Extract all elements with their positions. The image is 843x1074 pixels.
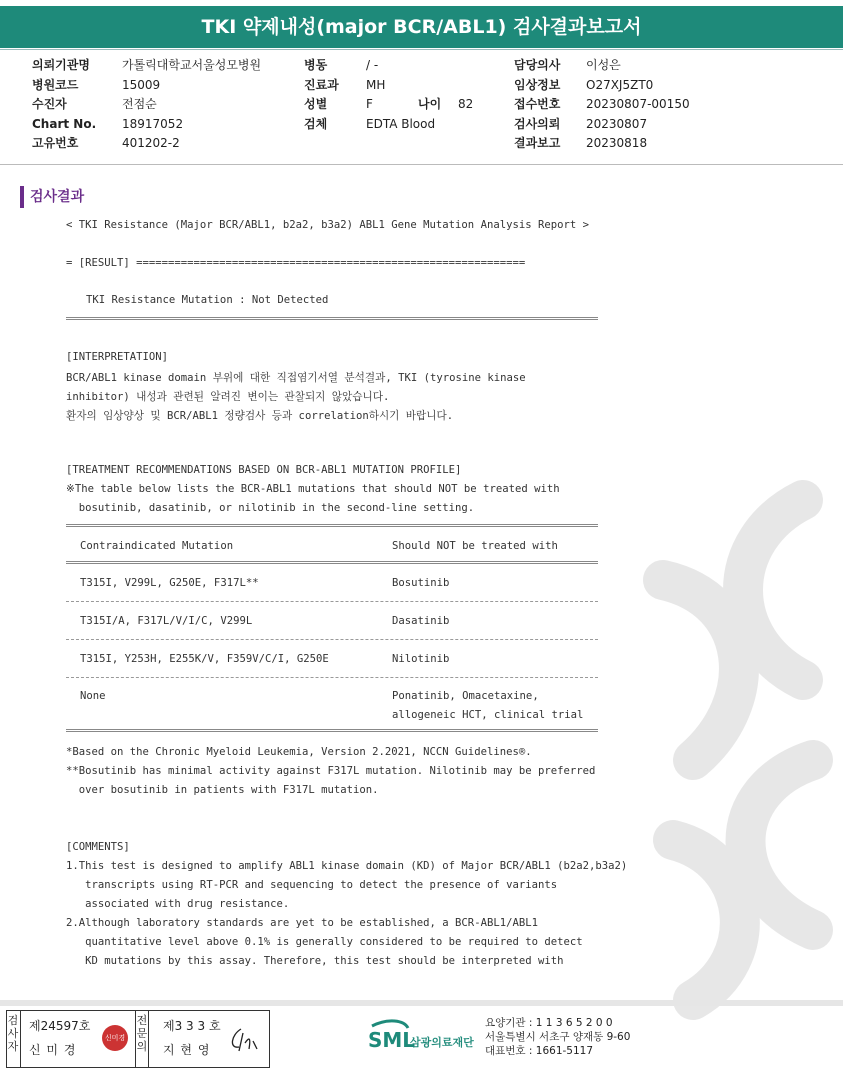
table-row-1-mutation: T315I, V299L, G250E, F317L** [80,577,259,589]
approver-name: 지 현 영 [163,1043,211,1057]
interpretation-heading: [INTERPRETATION] [66,351,169,363]
value-sex: F [366,97,373,111]
label-ward: 병동 [304,58,328,72]
value-ward: / - [366,58,379,72]
org-info [485,1016,630,1058]
table-row-divider [66,601,598,602]
interpretation-line-2: inhibitor) 내성과 관련된 알려진 변이는 관찰되지 않았습니다. [66,391,390,403]
signature-box [6,1010,270,1068]
section-title: 검사결과 [20,186,84,208]
table-row-4-drug: Ponatinib, Omacetaxine, [392,690,539,702]
value-chart-no: 18917052 [122,116,184,131]
table-row-divider [66,639,598,640]
table-top-rule [66,524,598,527]
label-patient: 수진자 [32,97,67,111]
label-receipt-no: 접수번호 [514,97,561,111]
label-chart-no: Chart No. [32,116,97,131]
table-row-divider [66,677,598,678]
value-age: 82 [458,97,474,111]
value-patient: 전점순 [122,97,157,111]
value-report-date: 20230818 [586,136,648,150]
footnote-1: *Based on the Chronic Myeloid Leukemia, Version 2.2021, NCCN Guidelines®. [66,746,532,758]
sml-logo-text: SML [368,1028,416,1052]
comment-line-2: transcripts using RT-PCR and sequencing to detect the presence of variants [66,879,558,891]
table-row-4-drug-cont: allogeneic HCT, clinical trial [392,709,584,721]
value-doctor: 이성은 [586,58,621,72]
org-info-line-3: 대표번호 : 1661-5117 [485,1045,594,1057]
comment-line-6: KD mutations by this assay. Therefore, this test should be interpreted with [66,955,564,967]
table-row-4-mutation: None [80,690,106,702]
approver-label-text: 전문의 [136,1014,148,1053]
table-row-2-mutation: T315I/A, F317L/V/I/C, V299L [80,615,253,627]
treatment-heading: [TREATMENT RECOMMENDATIONS BASED ON BCR-ABL1 MUTATION PROFILE] [66,464,462,476]
label-unique-no: 고유번호 [32,136,79,150]
treatment-line-2: bosutinib, dasatinib, or nilotinib in the second-line setting. [66,502,475,514]
inspector-no: 제24597호 [29,1019,91,1033]
result-header: = [RESULT] ============================================================= [66,257,526,269]
inspector-seal: 신미경 [102,1025,128,1051]
report-heading: < TKI Resistance (Major BCR/ABL1, b2a2, b3a2) ABL1 Gene Mutation Analysis Report > [66,219,589,231]
label-sex: 성별 [304,97,328,111]
footnote-3: over bosutinib in patients with F317L mutation. [66,784,379,796]
result-rule [66,317,598,320]
value-hospital-code: 15009 [122,77,161,92]
value-receipt-no: 20230807-00150 [586,97,690,111]
value-institution: 가톨릭대학교서울성모병원 [122,58,262,72]
value-unique-no: 401202-2 [122,136,180,150]
result-text: TKI Resistance Mutation : Not Detected [86,294,329,306]
value-specimen: EDTA Blood [366,116,436,131]
comment-line-1: 1.This test is designed to amplify ABL1 kinase domain (KD) of Major BCR/ABL1 (b2a2,b3a2) [66,860,628,872]
header-col-3 [514,56,690,154]
label-institution: 의뢰기관명 [32,58,90,72]
value-department: MH [366,77,386,92]
table-header-mutation: Contraindicated Mutation [80,540,234,552]
title-divider [0,49,843,50]
table-header-drug: Should NOT be treated with [392,540,558,552]
comment-line-5: quantitative level above 0.1% is generally considered to be required to detect [66,936,583,948]
org-info-line-1: 요양기관 : 1 1 3 6 5 2 0 0 [485,1017,613,1029]
inspector-label-text: 검사자 [7,1014,19,1053]
interpretation-line-3: 환자의 임상양상 및 BCR/ABL1 정량검사 등과 correlation하시기 바랍니다. [66,410,454,422]
label-request-date: 검사의뢰 [514,116,561,131]
signature-icon [227,1023,263,1055]
sml-logo [368,1018,478,1062]
label-department: 진료과 [304,77,339,92]
table-row-3-mutation: T315I, Y253H, E255K/V, F359V/C/I, G250E [80,653,329,665]
inspector-name: 신 미 경 [29,1043,77,1057]
approver-label [135,1011,149,1067]
header-col-1 [32,56,261,154]
label-report-date: 결과보고 [514,136,561,150]
footer-band [0,1000,843,1006]
org-name: 삼광의료재단 [410,1036,474,1049]
watermark-logo [603,460,843,1020]
comments-heading: [COMMENTS] [66,841,130,853]
report-title: TKI 약제내성(major BCR/ABL1) 검사결과보고서 [0,6,843,48]
footnote-2: **Bosutinib has minimal activity against F317L mutation. Nilotinib may be preferred [66,765,596,777]
label-age: 나이 [418,97,442,111]
interpretation-line-1: BCR/ABL1 kinase domain 부위에 대한 직접염기서열 분석결과, TKI (tyrosine kinase [66,372,526,384]
header-col-2 [304,56,473,134]
label-clinical-info: 임상정보 [514,77,561,92]
label-hospital-code: 병원코드 [32,77,79,92]
table-bottom-rule [66,729,598,732]
comment-line-4: 2.Although laboratory standards are yet to be established, a BCR-ABL1/ABL1 [66,917,538,929]
treatment-line-1: ※The table below lists the BCR-ABL1 mutations that should NOT be treated with [66,483,560,495]
approver-no: 제3 3 3 호 [163,1019,221,1033]
inspector-label [7,1011,21,1067]
label-doctor: 담당의사 [514,58,561,72]
table-row-1-drug: Bosutinib [392,577,450,589]
org-info-line-2: 서울특별시 서초구 양재동 9-60 [485,1031,631,1043]
table-header-rule [66,561,598,564]
header-divider [0,164,843,165]
value-clinical-info: O27XJ5ZT0 [586,77,654,92]
value-request-date: 20230807 [586,116,648,131]
comment-line-3: associated with drug resistance. [66,898,290,910]
table-row-3-drug: Nilotinib [392,653,450,665]
label-specimen: 검체 [304,116,328,131]
table-row-2-drug: Dasatinib [392,615,450,627]
